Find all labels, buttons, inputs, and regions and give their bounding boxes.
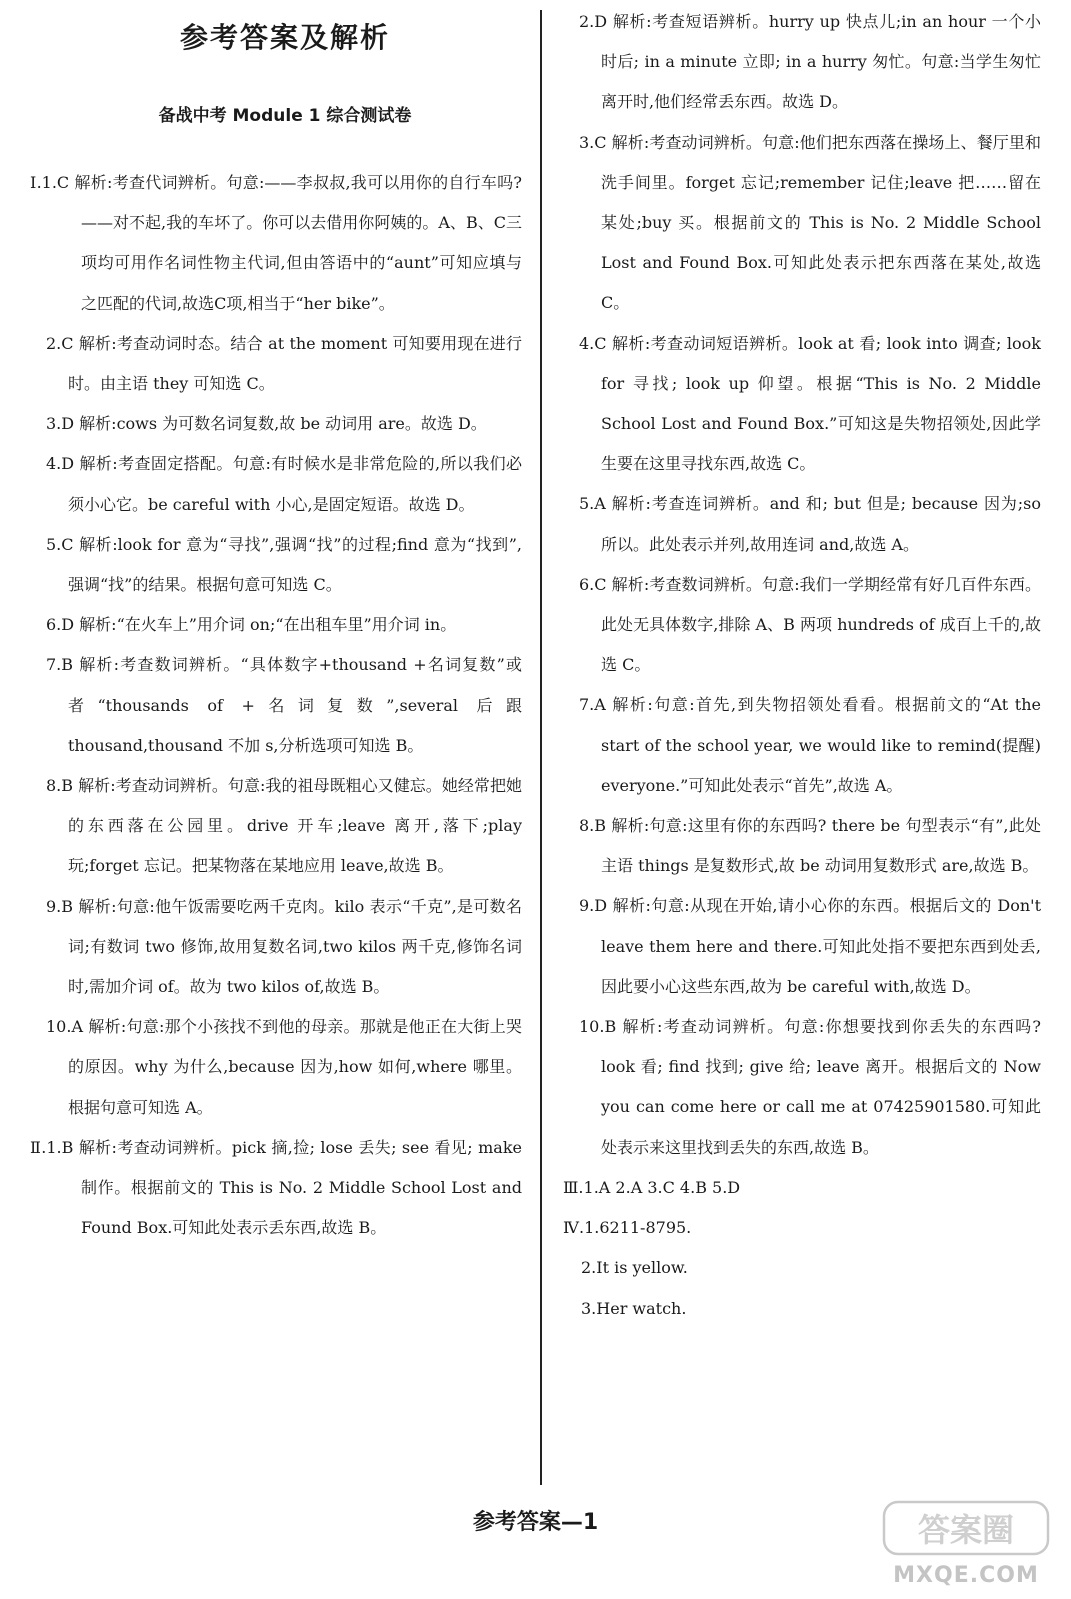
watermark-logo-text: 答案圈: [917, 1511, 1015, 1549]
answer-entry-2-2: 2.D 解析:考查短语辨析。hurry up 快点儿;in an hour 一个小时后; in a minute 立即; in a hurry 匆忙。句意:当学生匆忙离开时,他们经常丢东西。故选 D。: [579, 12, 1041, 112]
answer-entry-4-3: 3.Her watch.: [581, 1298, 687, 1318]
test-subtitle: 备战中考 Module 1 综合测试卷: [158, 106, 412, 126]
answer-entry-1-7: 7.B 解析:考查数词辨析。“具体数字+thousand +名词复数”或者“thousands of +名词复数”,several 后跟 thousand,thousand 不加 s,分析选项可知选 B。: [46, 655, 522, 755]
answer-entry-1-8: 8.B 解析:考查动词辨析。句意:我的祖母既粗心又健忘。她经常把她的东西落在公园里。drive 开车;leave 离开,落下;play 玩;forget 忘记。把某物落在某地应用 leave,故选 B。: [46, 776, 522, 876]
answer-entry-2-10: 10.B 解析:考查动词辨析。句意:你想要找到你丢失的东西吗? look 看; find 找到; give 给; leave 离开。根据后文的 Now you can come here or call me at 07425901580.可知此处表示来这里找到丢失的东西,故选 B。: [579, 1017, 1041, 1157]
page-footer-label: 参考答案—1: [472, 1510, 599, 1535]
answer-entry-2-4: 4.C 解析:考查动词短语辨析。look at 看; look into 调查; look for 寻找; look up 仰望。根据“This is No. 2 Middle School Lost and Found Box.”可知这是失物招领处,因此学生要在这里寻找东西,故选 C。: [579, 333, 1041, 474]
answer-entry-1-2: 2.C 解析:考查动词时态。结合 at the moment 可知要用现在进行时。由主语 they 可知选 C。: [46, 333, 522, 394]
page-title: 参考答案及解析: [179, 21, 390, 54]
answer-entry-1-1: Ⅰ.1.C 解析:考查代词辨析。句意:——李叔叔,我可以用你的自行车吗?——对不起,我的车坏了。你可以去借用你阿姨的。A、B、C三项均可用作名词性物主代词,但由答语中的“aunt”可知应填与之匹配的代词,故选C项,相当于“her bike”。: [30, 173, 522, 313]
answer-entry-2-5: 5.A 解析:考查连词辨析。and 和; but 但是; because 因为;so 所以。此处表示并列,故用连词 and,故选 A。: [579, 494, 1041, 554]
answer-entry-1-5: 5.C 解析:look for 意为“寻找”,强调“找”的过程;find 意为“找到”,强调“找”的结果。根据句意可知选 C。: [46, 534, 522, 595]
answer-entry-1-10: 10.A 解析:句意:那个小孩找不到他的母亲。那就是他正在大街上哭的原因。why 为什么,because 因为,how 如何,where 哪里。根据句意可知选 A。: [46, 1017, 522, 1117]
answer-entry-1-4: 4.D 解析:考查固定搭配。句意:有时候水是非常危险的,所以我们必须小心它。be careful with 小心,是固定短语。故选 D。: [46, 454, 522, 514]
watermark-url-text: MXQE.COM: [893, 1563, 1039, 1588]
watermark-logo-icon: [878, 1496, 1054, 1588]
answer-entry-1-9: 9.B 解析:句意:他午饭需要吃两千克肉。kilo 表示“千克”,是可数名词;有数词 two 修饰,故用复数名词,two kilos 两千克,修饰名词时,需加介词 of。故为 two kilos of,故选 B。: [46, 896, 522, 997]
answer-entry-2-1: Ⅱ.1.B 解析:考查动词辨析。pick 摘,捡; lose 丢失; see 看见; make 制作。根据前文的 This is No. 2 Middle School Lost and Found Box.可知此处表示丢东西,故选 B。: [30, 1137, 522, 1238]
left-column: [30, 163, 522, 1248]
answer-entry-2-3: 3.C 解析:考查动词辨析。句意:他们把东西落在操场上、餐厅里和洗手间里。forget 忘记;remember 记住;leave 把……留在某处;buy 买。根据前文的 This is No. 2 Middle School Lost and Found Box.可知此处表示把东西落在某处,故选 C。: [579, 132, 1041, 313]
right-column: [563, 2, 1041, 1329]
answer-entry-3: Ⅲ.1.A 2.A 3.C 4.B 5.D: [563, 1177, 741, 1197]
answer-entry-4-2: 2.It is yellow.: [581, 1258, 688, 1278]
answer-entry-1-3: 3.D 解析:cows 为可数名词复数,故 be 动词用 are。故选 D。: [46, 414, 487, 434]
answer-entry-2-7: 7.A 解析:句意:首先,到失物招领处看看。根据前文的“At the start of the school year, we would like to remind(提醒) everyone.”可知此处表示“首先”,故选 A。: [579, 695, 1041, 795]
answer-entry-2-6: 6.C 解析:考查数词辨析。句意:我们一学期经常有好几百件东西。此处无具体数字,排除 A、B 两项 hundreds of 成百上千的,故选 C。: [579, 574, 1041, 675]
column-divider: [540, 10, 542, 1485]
answer-entry-4-1: Ⅳ.1.6211-8795.: [563, 1218, 692, 1238]
answer-entry-2-8: 8.B 解析:句意:这里有你的东西吗? there be 句型表示“有”,此处主语 things 是复数形式,故 be 动词用复数形式 are,故选 B。: [579, 816, 1041, 876]
answer-entry-1-6: 6.D 解析:“在火车上”用介词 on;“在出租车里”用介词 in。: [46, 615, 457, 635]
answer-entry-2-9: 9.D 解析:句意:从现在开始,请小心你的东西。根据后文的 Don't leave them here and there.可知此处指不要把东西到处丢,因此要小心这些东西,故为 be careful with,故选 D。: [579, 896, 1041, 996]
